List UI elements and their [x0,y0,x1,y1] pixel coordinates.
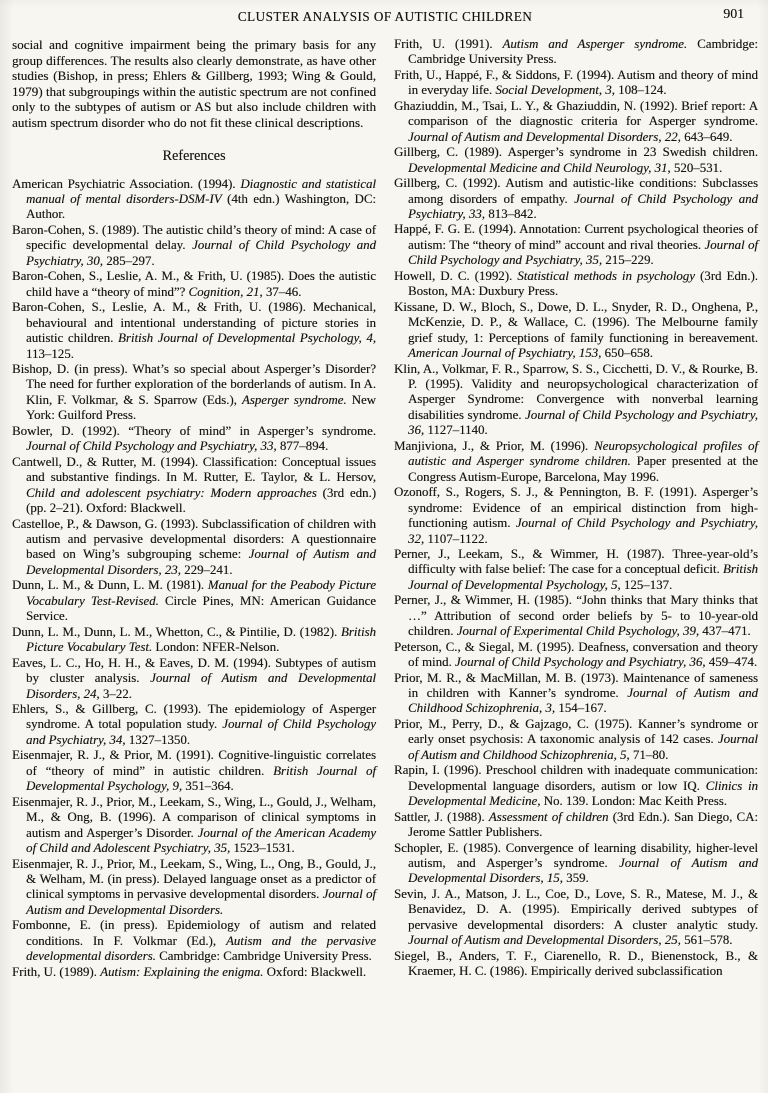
reference-entry: Castelloe, P., & Dawson, G. (1993). Subclassification of children with autism and pervasive developmental disorders: A questionnaire based on Wing’s subgrouping scheme: Journal of Autism and Developmental Disorders, 23, 229–241. [12,516,376,577]
reference-entry: Bishop, D. (in press). What’s so special about Asperger’s Disorder? The need for further exploration of the borderlands of autism. In A. Klin, F. Volkmar, & S. Sparrow (Eds.), Asperger syndrome. New York: Guilford Press. [12,362,376,423]
reference-entry: Gillberg, C. (1989). Asperger’s syndrome in 23 Swedish children. Developmental Medicine and Child Neurology, 31, 520–531. [394,145,758,175]
references-heading: References [162,147,226,164]
reference-entry: Eisenmajer, R. J., & Prior, M. (1991). Cognitive-linguistic correlates of “theory of mind” in autistic children. British Journal of Developmental Psychology, 9, 351–364. [12,748,376,794]
reference-entry: Bowler, D. (1992). “Theory of mind” in Asperger’s syndrome. Journal of Child Psychology and Psychiatry, 33, 877–894. [12,423,376,454]
reference-entry: Gillberg, C. (1992). Autism and autistic-like conditions: Subclasses among disorders of empathy. Journal of Child Psychology and Psychiatry, 33, 813–842. [394,176,758,221]
discussion-paragraph: social and cognitive impairment being the primary basis for any group differences. The results also clearly demonstrate, as have other studies (Bishop, in press; Ehlers & Gillberg, 1993; Wing & Gould, 1979) that subgroupings within the autistic spectrum are not confined only to the subtypes of autism or AS but also include children with autism spectrum disorder who do not fit these clinical descriptions. [12,37,377,130]
reference-entry: Siegel, B., Anders, T. F., Ciarenello, R. D., Bienenstock, B., & Kraemer, H. C. (1986). Empirically derived subclassification [394,948,758,979]
reference-entry: Baron-Cohen, S. (1989). The autistic child’s theory of mind: A case of specific developmental delay. Journal of Child Psychology and Psychiatry, 30, 285–297. [12,222,376,268]
reference-entry: Rapin, I. (1996). Preschool children with inadequate communication: Developmental language disorders, autism or low IQ. Clinics in Developmental Medicine, No. 139. London: Mac Keith Press. [394,763,758,809]
reference-entry: Fombonne, E. (in press). Epidemiology of autism and related conditions. In F. Volkmar (Ed.), Autism and the pervasive developmental disorders. Cambridge: Cambridge University Press. [12,918,376,964]
reference-entry: Eisenmajer, R. J., Prior, M., Leekam, S., Wing, L., Gould, J., Welham, M., & Ong, B. (1996). A comparison of clinical symptoms in autism and Asperger’s Disorder. Journal of the American Academy of Child and Adolescent Psychiatry, 35, 1523–1531. [12,794,376,856]
reference-entry: Cantwell, D., & Rutter, M. (1994). Classification: Conceptual issues and substantive findings. In M. Rutter, E. Taylor, & L. Hersov, Child and adolescent psychiatry: Modern approaches (3rd edn.) (pp. 2–21). Oxford: Blackwell. [12,454,376,516]
reference-entry: Baron-Cohen, S., Leslie, A. M., & Frith, U. (1985). Does the autistic child have a “theory of mind”? Cognition, 21, 37–46. [12,269,376,299]
reference-entry: Peterson, C., & Siegal, M. (1995). Deafness, conversation and theory of mind. Journal of Child Psychology and Psychiatry, 36, 459–474. [394,639,758,670]
reference-entry: Howell, D. C. (1992). Statistical methods in psychology (3rd Edn.). Boston, MA: Duxbury Press. [394,268,758,299]
reference-entry: Ghaziuddin, M., Tsai, L. Y., & Ghaziuddin, N. (1992). Brief report: A comparison of the diagnostic criteria for Asperger syndrome. Journal of Autism and Developmental Disorders, 22, 643–649. [394,98,758,144]
running-title: CLUSTER ANALYSIS OF AUTISTIC CHILDREN [237,9,533,24]
reference-entry: Dunn, L. M., Dunn, L. M., Whetton, C., & Pintilie, D. (1982). British Picture Vocabulary Test. London: NFER-Nelson. [12,624,376,655]
reference-entry: Baron-Cohen, S., Leslie, A. M., & Frith, U. (1986). Mechanical, behavioural and intentional understanding of picture stories in autistic children. British Journal of Developmental Psychology, 4, 113–125. [12,300,376,361]
references-list-left [12,177,376,981]
reference-entry: Ozonoff, S., Rogers, S. J., & Pennington, B. F. (1991). Asperger’s syndrome: Evidence of an empirical distinction from high-functioning autism. Journal of Child Psychology and Psychiatry, 32, 1107–1122. [394,485,758,546]
reference-entry: Manjiviona, J., & Prior, M. (1996). Neuropsychological profiles of autistic and Asperger syndrome children. Paper presented at the Congress Autism-Europe, Barcelona, May 1996. [394,438,759,484]
reference-entry: Perner, J., & Wimmer, H. (1985). “John thinks that Mary thinks that …” Attribution of second order beliefs by 5- to 10-year-old children. Journal of Experimental Child Psychology, 39, 437–471. [394,593,758,639]
reference-entry: American Psychiatric Association. (1994). Diagnostic and statistical manual of mental disorders-DSM-IV (4th edn.) Washington, DC: Author. [12,176,376,222]
reference-entry: Ehlers, S., & Gillberg, C. (1993). The epidemiology of Asperger syndrome. A total population study. Journal of Child Psychology and Psychiatry, 34, 1327–1350. [12,701,376,747]
running-head [12,5,758,29]
right-column [394,37,758,980]
reference-entry: Prior, M., Perry, D., & Gajzago, C. (1975). Kanner’s syndrome or early onset psychosis: A taxonomic analysis of 142 cases. Journal of Autism and Childhood Schizophrenia, 5, 71–80. [394,716,758,762]
references-list-right [394,37,758,980]
reference-entry: Prior, M. R., & MacMillan, M. B. (1973). Maintenance of sameness in children with Kanner’s syndrome. Journal of Autism and Childhood Schizophrenia, 3, 154–167. [394,670,758,716]
reference-entry: Sevin, J. A., Matson, J. L., Coe, D., Love, S. R., Matese, M. J., & Benavidez, D. A. (1995). Empirically derived subtypes of pervasive developmental disorders: A cluster analytic study. Journal of Autism and Developmental Disorders, 25, 561–578. [394,886,758,948]
reference-entry: Dunn, L. M., & Dunn, L. M. (1981). Manual for the Peabody Picture Vocabulary Test-Revised. Circle Pines, MN: American Guidance Service. [12,578,376,624]
reference-entry: Eisenmajer, R. J., Prior, M., Leekam, S., Wing, L., Ong, B., Gould, J., & Welham, M. (in press). Delayed language onset as a predictor of clinical symptoms in pervasive developmental disorders. Journal of Autism and Developmental Disorders. [12,856,376,917]
reference-entry: Schopler, E. (1985). Convergence of learning disability, higher-level autism, and Asperger’s syndrome. Journal of Autism and Developmental Disorders, 15, 359. [394,840,758,886]
reference-entry: Kissane, D. W., Bloch, S., Dowe, D. L., Snyder, R. D., Onghena, P., McKenzie, D. P., & Wallace, C. (1996). The Melbourne family grief study, 1: Perceptions of family functioning in bereavement. American Journal of Psychiatry, 153, 650–658. [394,299,758,361]
reference-entry: Perner, J., Leekam, S., & Wimmer, H. (1987). Three-year-old’s difficulty with false belief: The case for a conceptual deficit. British Journal of Developmental Psychology, 5, 125–137. [394,546,758,592]
reference-entry: Sattler, J. (1988). Assessment of children (3rd Edn.). San Diego, CA: Jerome Sattler Publishers. [394,809,758,840]
reference-entry: Frith, U. (1991). Autism and Asperger syndrome. Cambridge: Cambridge University Press. [394,37,758,67]
reference-entry: Klin, A., Volkmar, F. R., Sparrow, S. S., Cicchetti, D. V., & Rourke, B. P. (1995). Validity and neuropsychological characterization of Asperger Syndrome: Convergence with nonverbal learning disabilities syndrome. Journal of Child Psychology and Psychiatry, 36, 1127–1140. [394,361,758,438]
reference-entry: Frith, U., Happé, F., & Siddons, F. (1994). Autism and theory of mind in everyday life. Social Development, 3, 108–124. [394,67,758,98]
reference-entry: Happé, F. G. E. (1994). Annotation: Current psychological theories of autism: The “theory of mind” account and rival theories. Journal of Child Psychology and Psychiatry, 35, 215–229. [394,222,758,268]
two-column-layout [12,37,758,980]
reference-entry: Frith, U. (1989). Autism: Explaining the enigma. Oxford: Blackwell. [12,964,367,979]
left-column [12,37,376,980]
reference-entry: Eaves, L. C., Ho, H. H., & Eaves, D. M. (1994). Subtypes of autism by cluster analysis. Journal of Autism and Developmental Disorders, 24, 3–22. [12,655,377,701]
page-number: 901 [723,6,744,21]
